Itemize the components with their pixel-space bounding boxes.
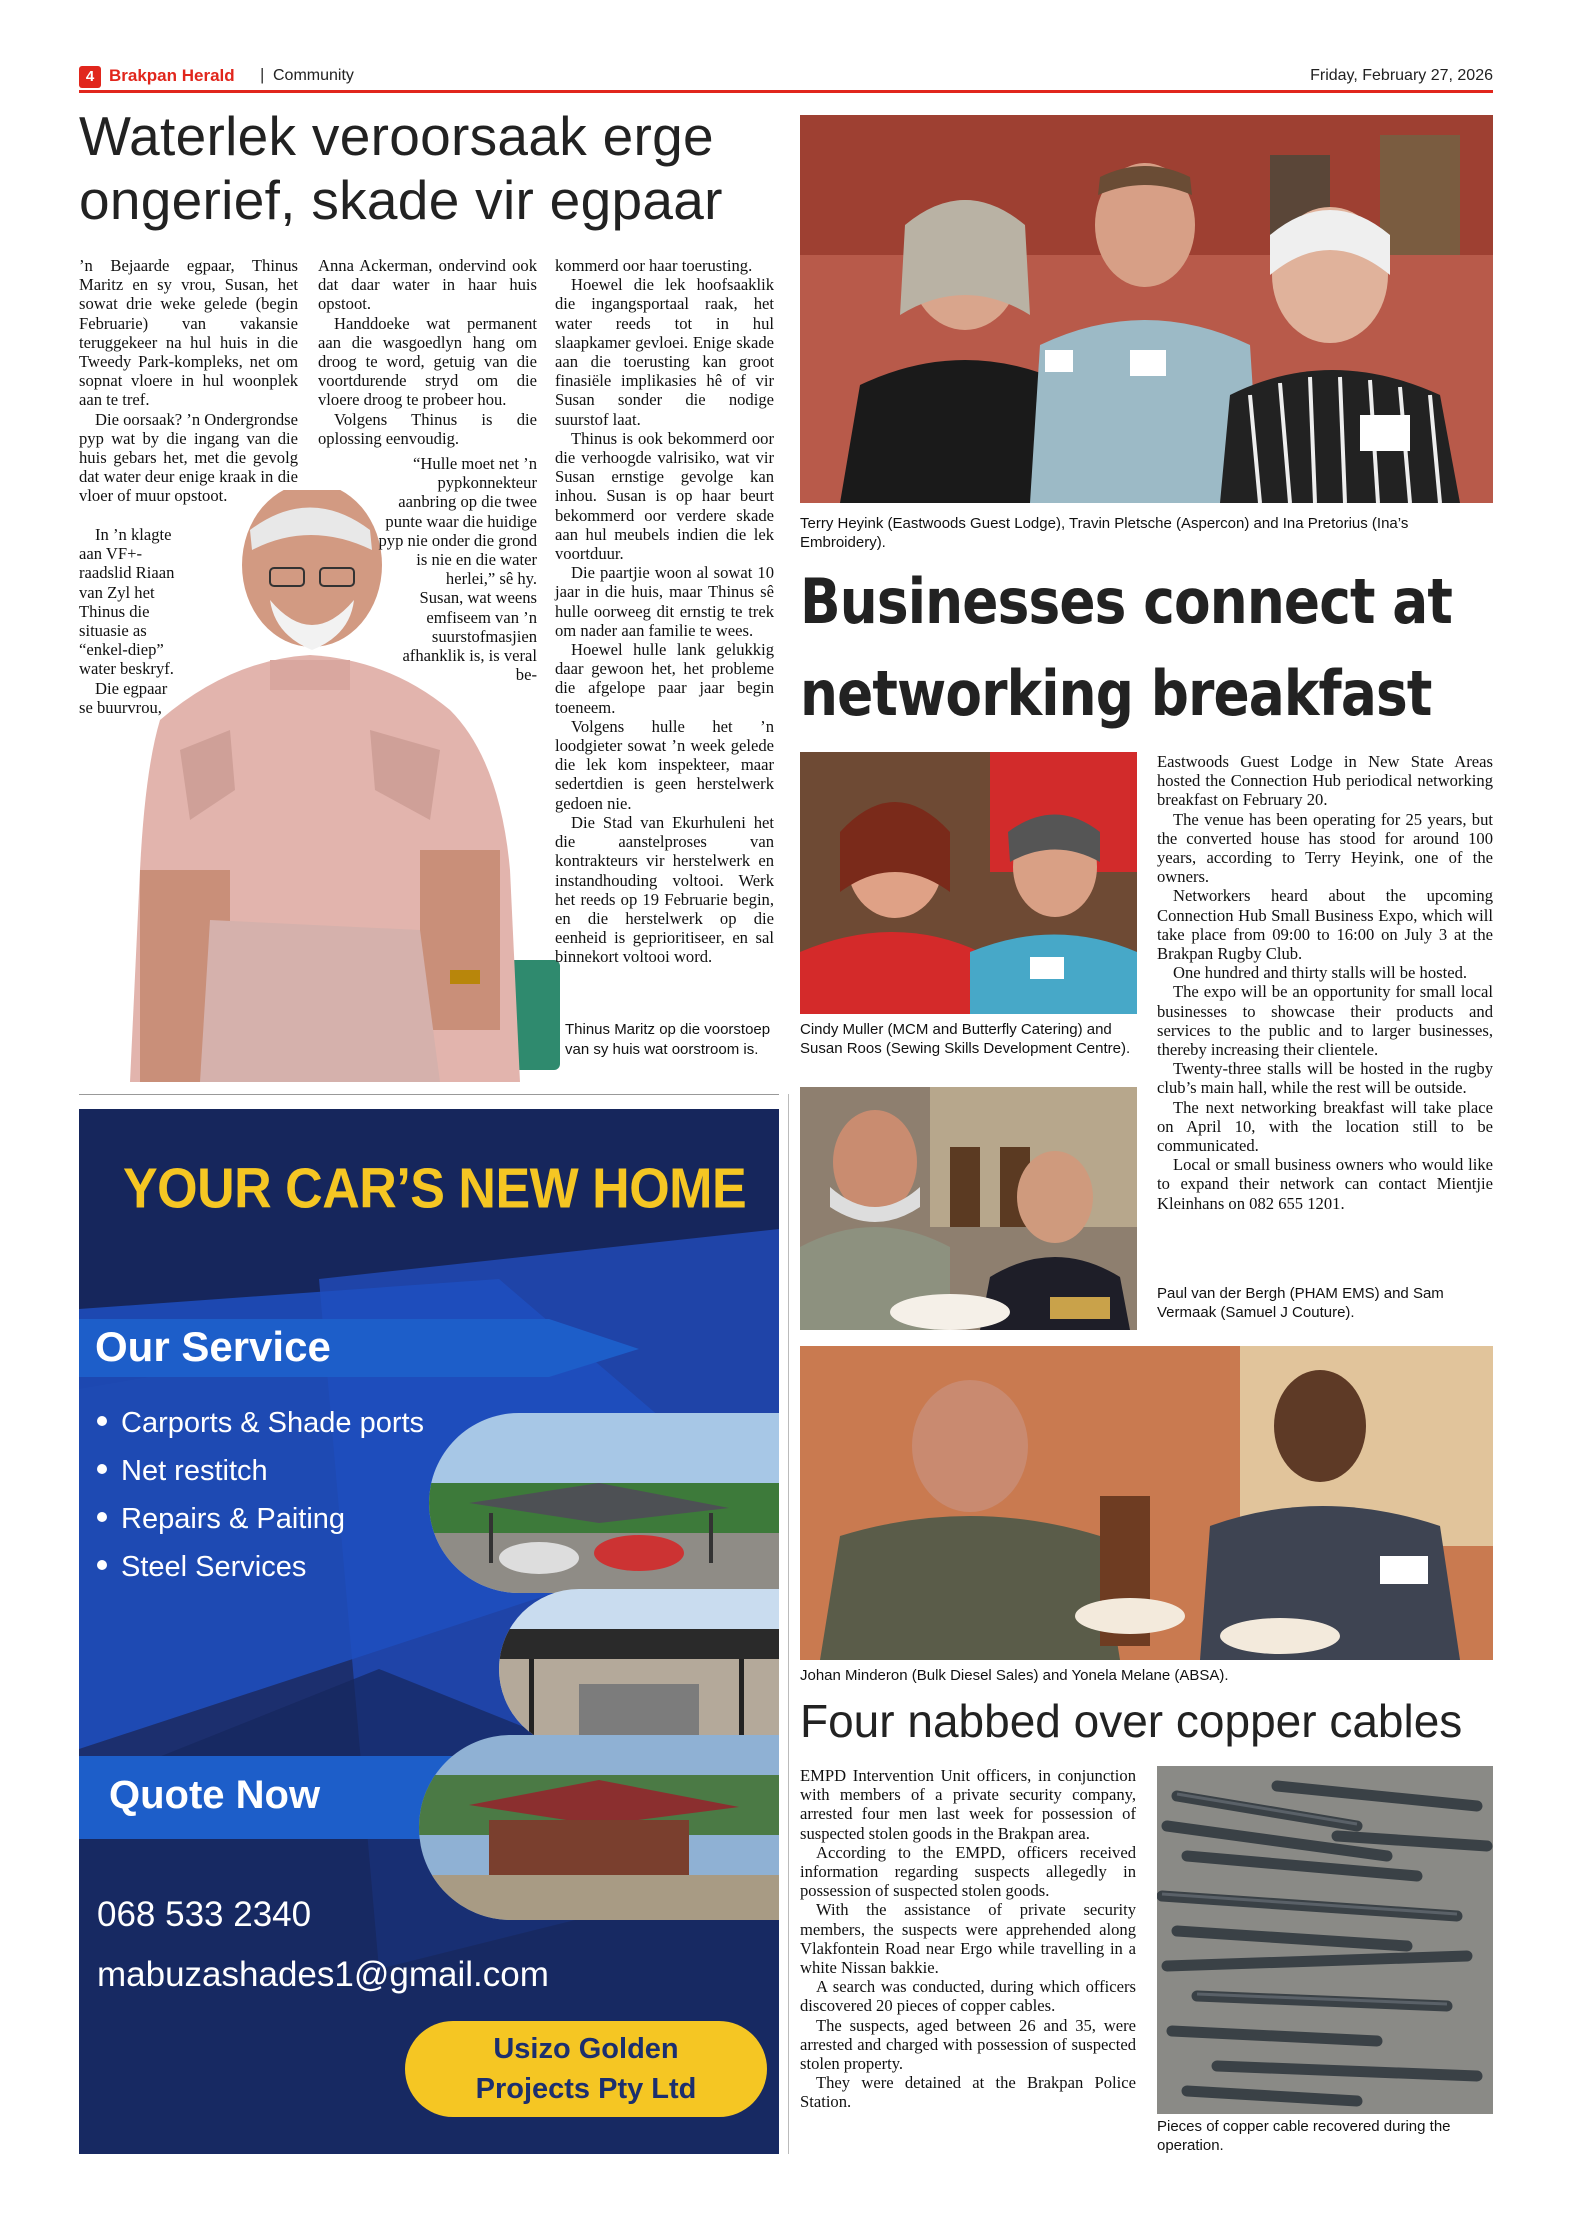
ad-company-line2: Projects Pty Ltd [475,2073,697,2105]
ad-phone[interactable]: 068 533 2340 [97,1895,312,1934]
paul-sam-photo [800,1087,1137,1330]
thinus-photo-caption: Thinus Maritz op die voorstoep van sy huis wat oorstroom is. [565,1021,771,1058]
waterlek-column-3 [555,256,774,967]
copper-cables-photo-illustration [1157,1766,1493,2114]
bullet-icon [97,1560,107,1570]
header-separator: | [260,65,265,84]
copper-cables-photo [1157,1766,1493,2114]
paul-sam-photo-illustration [800,1087,1137,1330]
business-p5: The expo will be an opportunity for small local businesses to showcase their products and services to the public and to larger businesses, thereby increasing their clientele. [1157,982,1493,1060]
cindy-susan-photo [800,752,1137,1014]
header-rule [79,90,1493,93]
business-p4: One hundred and thirty stalls will be hosted. [1173,963,1468,983]
ad-service-item-label: Repairs & Paiting [121,1503,346,1535]
copper-p5: The suspects, aged between 26 and 35, were arrested and charged with possession of suspected stolen property. [800,2015,1136,2074]
carport-advertisement [79,1109,779,2154]
business-headline-line1: Businesses connect at [800,565,1453,638]
waterlek-col1-p4: Die egpaar se buurvrou, [79,678,168,717]
waterlek-col3-p2: Hoewel die lek hoofsaaklik die ingangsportaal raak, het water reeds tot in hul slaapkamer gevloei. Enige skade aan die toerusting kan groot finasiële implikasies hê of vir Susan sonder die nodige suurstof laat. [555,275,774,429]
waterlek-col3-p3: Thinus is ook bekommerd oor die verhoogde valrisiko, wat vir Susan ernstige gevolge kan inhou. Susan is op haar beurt bekommerd oor verdere skade aan hul meubels indien die lek voortduur. [555,428,774,564]
waterlek-column-2b [378,454,537,684]
paper-name: Brakpan Herald [109,66,235,85]
waterlek-col3-p7: Die Stad van Ekurhuleni het die aanstelproses van kontrakteurs vir herstelwerk en instandhouding voltooi. Werk het reeds op 19 Februarie begin, en die herstelwerk op die eenheid is geprioritiseer, en sal binnekort voltooi word. [555,812,774,967]
business-headline [800,556,1493,740]
copper-p1: EMPD Intervention Unit officers, in conjunction with members of a private security company, arrested four men last week for possession of suspected stolen goods in the Brakpan area. [800,1766,1136,1843]
ad-company-line1: Usizo Golden [493,2033,679,2065]
networking-group-photo [800,115,1493,503]
business-p6: Twenty-three stalls will be hosted in the rugby club’s main hall, while the rest will be outside. [1157,1059,1493,1098]
waterlek-headline-line2: ongerief, skade vir egpaar [79,169,723,231]
waterlek-bottom-rule [79,1094,779,1095]
waterlek-col2-p4: “Hulle moet net ’n pypkonnekteur aanbring op die twee punte waar die huidige pyp nie onder die grond is nie en die water herlei,” sê hy. [378,454,537,589]
bullet-icon [97,1464,107,1474]
ad-carport-photo-3 [419,1735,779,1920]
business-article-body [1157,752,1493,1213]
page-number-badge [79,66,101,88]
networking-group-photo-illustration [800,115,1493,503]
waterlek-col2-p5: Susan, wat weens emfiseem van ’n suurstofmasjien afhanklik is, is veral be- [402,588,537,685]
waterlek-col3-p5: Hoewel hulle lank gelukkig daar gewoon het, het probleme die afgelope paar jaar begin toeneem. [555,640,774,717]
ad-service-item-label: Steel Services [121,1551,307,1583]
ad-quote-label: Quote Now [109,1773,321,1817]
ad-company-badge [405,2021,767,2117]
ad-carport-photo-1 [429,1413,779,1593]
section-name: Community [273,67,354,84]
ad-service-title: Our Service [95,1323,331,1370]
waterlek-column-1b [79,525,179,717]
waterlek-col2-p1: Anna Ackerman, ondervind ook dat daar water in haar huis opstoot. [318,256,537,314]
business-headline-line2: networking breakfast [800,657,1432,730]
waterlek-column-1 [79,256,298,506]
copper-article-body [800,1766,1136,2112]
ad-headline: YOUR CAR’S NEW HOME [123,1157,747,1221]
bullet-icon [97,1416,107,1426]
ad-service-item [97,1543,424,1591]
networking-group-caption: Terry Heyink (Eastwoods Guest Lodge), Travin Pletsche (Aspercon) and Ina Pretorius (Ina’s Embroidery). [800,515,1409,551]
business-p8: Local or small business owners who would like to expand their network can contact Mientjie Kleinhans on 082 655 1201. [1157,1155,1493,1213]
business-p7: The next networking breakfast will take place on April 10, with the location still to be communicated. [1157,1097,1493,1156]
waterlek-col3-p6: Volgens hulle het ’n loodgieter sowat ’n week gelede die lek kom inspekteer, maar sedertdien is geen herstelwerk gedoen nie. [555,716,774,813]
cindy-susan-photo-illustration [800,752,1137,1014]
ad-service-item-label: Net restitch [121,1455,268,1487]
waterlek-col2-p2: Handdoeke wat permanent aan die wasgoedlyn hang om droog te word, getuig van die voortdurende stryd om die vloere droog te probeer hou. [318,313,537,410]
ad-carport-photo-2 [499,1589,779,1749]
johan-yonela-photo [800,1346,1493,1660]
ad-service-item-label: Carports & Shade ports [121,1407,425,1439]
ad-carport-photo-1-illustration [429,1413,779,1593]
waterlek-column-2 [318,256,537,448]
ad-carport-photo-3-illustration [419,1735,779,1920]
copper-headline: Four nabbed over copper cables [800,1695,1463,1747]
copper-photo-caption: Pieces of copper cable recovered during the operation. [1157,2118,1451,2154]
waterlek-col3-p1: kommerd oor haar toerusting. [555,256,753,275]
column-divider-vertical [788,1094,789,2154]
bullet-icon [97,1512,107,1522]
page-header [79,62,1493,92]
copper-p2: According to the EMPD, officers received information regarding suspects allegedly in possession of suspected stolen goods. [800,1842,1136,1901]
ad-carport-photo-2-illustration [499,1589,779,1749]
ad-service-list [97,1399,424,1591]
business-p1: Eastwoods Guest Lodge in New State Areas hosted the Connection Hub periodical networking breakfast on February 20. [1157,752,1493,810]
paul-sam-caption: Paul van der Bergh (PHAM EMS) and Sam Vermaak (Samuel J Couture). [1157,1285,1444,1321]
business-p3: Networkers heard about the upcoming Connection Hub Small Business Expo, which will take place from 09:00 to 16:00 on July 3 at the Brakpan Rugby Club. [1157,886,1493,964]
ad-service-item [97,1447,424,1495]
copper-p6: They were detained at the Brakpan Police Station. [800,2073,1136,2112]
issue-date: Friday, February 27, 2026 [1310,67,1493,84]
johan-yonela-caption: Johan Minderon (Bulk Diesel Sales) and Yonela Melane (ABSA). [800,1667,1229,1684]
business-p2: The venue has been operating for 25 years, but the converted house has stood for around 100 years, according to Terry Heyink, one of the owners. [1157,809,1493,887]
ad-service-item [97,1495,424,1543]
waterlek-col3-p4: Die paartjie woon al sowat 10 jaar in die huis, maar Thinus sê hulle oorweeg dit ernstig te trek om nader aan familie te wees. [555,563,774,640]
waterlek-col1-p3: In ’n klagte aan VF+-raadslid Riaan van Zyl het Thinus die situasie as “enkel-diep” water beskryf. [79,525,175,679]
copper-p3: With the assistance of private security members, the suspects were apprehended along Vlakfontein Road near Ergo while travelling in a white Nissan bakkie. [800,1900,1136,1978]
waterlek-col1-p1: ’n Bejaarde egpaar, Thinus Maritz en sy vrou, Susan, het sowat drie weke gelede (begin Februarie) van vakansie teruggekeer na hul huis in die Tweedy Park-kompleks, net om sopnat vloere in hul woonplek aan te tref. [79,256,298,410]
cindy-susan-caption: Cindy Muller (MCM and Butterfly Catering) and Susan Roos (Sewing Skills Development Centre). [800,1021,1131,1057]
copper-p4: A search was conducted, during which officers discovered 20 pieces of copper cables. [800,1977,1136,2016]
waterlek-headline [79,104,779,232]
page-number: 4 [85,68,95,85]
waterlek-col2-p3: Volgens Thinus is die oplossing eenvoudig. [318,409,537,448]
waterlek-col1-p2: Die oorsaak? ’n Ondergrondse pyp wat by die ingang van die huis gebars het, met die gevolg dat water deur enige kraak in die vloer of muur opstoot. [79,409,298,506]
ad-email[interactable]: mabuzashades1@gmail.com [97,1955,549,1994]
ad-service-item [97,1399,424,1447]
johan-yonela-photo-illustration [800,1346,1493,1660]
waterlek-headline-line1: Waterlek veroorsaak erge [79,105,714,167]
